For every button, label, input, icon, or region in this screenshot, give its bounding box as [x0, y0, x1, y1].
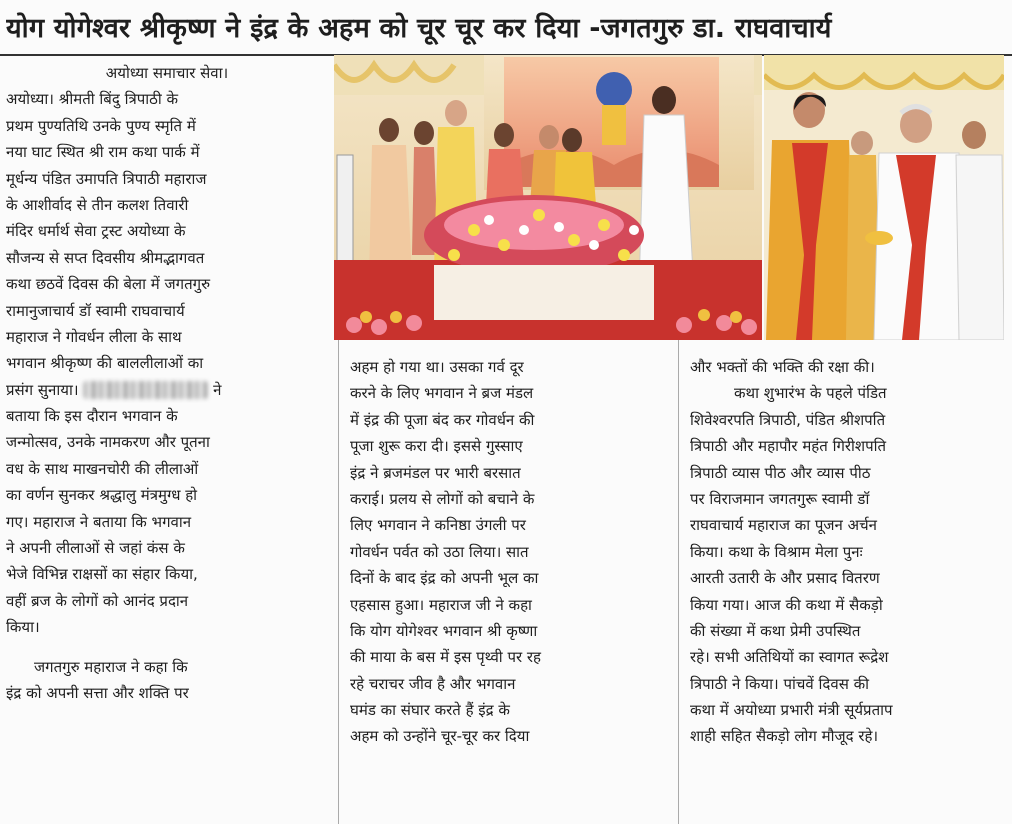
col3-line: राघवाचार्य महाराज का पूजन अर्चन: [690, 516, 877, 535]
col3-line: रहे। सभी अतिथियों का स्वागत रूद्रेश: [690, 648, 889, 667]
col3-line: किया गया। आज की कथा में सैकड़ो: [690, 595, 883, 614]
col3-line: आरती उतारी के और प्रसाद वितरण: [690, 569, 880, 588]
col1-line: ने अपनी लीलाओं से जहां कंस के: [6, 539, 185, 558]
col2-line: अहम हो गया था। उसका गर्व दूर: [350, 358, 524, 376]
col2-line: करने के लिए भगवान ने ब्रज मंडल: [350, 384, 534, 403]
col3-line: त्रिपाठी व्यास पीठ और व्यास पीठ: [690, 463, 871, 482]
col1-line: नया घाट स्थित श्री राम कथा पार्क में: [6, 143, 200, 162]
col2-line: गोवर्धन पर्वत को उठा लिया। सात: [350, 542, 529, 561]
col1-line: प्रथम पुण्यतिथि उनके पुण्य स्मृति में: [6, 116, 196, 135]
redacted-name: [83, 381, 208, 399]
col1-line: वहीं ब्रज के लोगों को आनंद प्रदान: [6, 591, 189, 610]
col1-line: किया।: [6, 618, 40, 637]
col3-line: त्रिपाठी और महापौर महंत गिरीशपति: [690, 437, 887, 456]
col1-line-text: प्रसंग सुनाया।: [6, 380, 79, 399]
col1-line: कथा छठवें दिवस की बेला में जगतगुरु: [6, 275, 211, 294]
col3-line: त्रिपाठी ने किया। पांचवें दिवस की: [690, 674, 870, 693]
col2-line: एहसास हुआ। महाराज जी ने कहा: [350, 595, 532, 614]
article-column-1: [6, 60, 328, 706]
col1-line: रामानुजाचार्य डॉ स्वामी राघवाचार्य: [6, 301, 185, 320]
col1-line: के आशीर्वाद से तीन कलश तिवारी: [6, 195, 189, 214]
col1-line: मंदिर धर्मार्थ सेवा ट्रस्ट अयोध्या के: [6, 222, 186, 241]
col2-line: पूजा शुरू करा दी। इससे गुस्साए: [350, 437, 523, 456]
col3-line: किया। कथा के विश्राम मेला पुनः: [690, 542, 863, 561]
column-divider: [678, 340, 679, 824]
col1-line: जन्मोत्सव, उनके नामकरण और पूतना: [6, 433, 210, 452]
col1-line: भगवान श्रीकृष्ण की बाललीलाओं का: [6, 354, 204, 373]
col1-line: महाराज ने गोवर्धन लीला के साथ: [6, 327, 182, 346]
col2-line: घमंड का संघार करते हैं इंद्र के: [350, 701, 510, 720]
col2-line: में इंद्र की पूजा बंद कर गोवर्धन की: [350, 410, 535, 429]
col1-line: मूर्धन्य पंडित उमापति त्रिपाठी महाराज: [6, 169, 207, 188]
col1-line: का वर्णन सुनकर श्रद्धालु मंत्रमुग्ध हो: [6, 486, 198, 505]
col2-line: रहे चराचर जीव है और भगवान: [350, 674, 516, 693]
col1-line-with-redaction: [6, 377, 328, 403]
col1-line: इंद्र को अपनी सत्ता और शक्ति पर: [6, 683, 189, 702]
dateline: अयोध्या समाचार सेवा।: [105, 64, 229, 82]
col3-line: की संख्या में कथा प्रेमी उपस्थित: [690, 621, 861, 640]
col2-line: अहम को उन्होंने चूर-चूर कर दिया: [350, 727, 530, 746]
col1-line: बताया कि इस दौरान भगवान के: [6, 407, 178, 426]
col1-line: भेजे विभिन्न राक्षसों का संहार किया,: [6, 565, 198, 584]
col2-line: इंद्र ने ब्रजमंडल पर भारी बरसात: [350, 463, 521, 482]
headline: योग योगेश्वर श्रीकृष्ण ने इंद्र के अहम को चूर चूर कर दिया -जगतगुरु डा. राघवाचार्य: [6, 13, 832, 44]
col3-line: शिवेश्वरपति त्रिपाठी, पंडित श्रीशपति: [690, 410, 886, 429]
col3-line: शाही सहित सैकड़ो लोग मौजूद रहे।: [690, 727, 879, 746]
col2-line: कि योग योगेश्वर भगवान श्री कृष्णा: [350, 621, 538, 640]
col1-line: सौजन्य से सप्त दिवसीय श्रीमद्भागवत: [6, 248, 205, 267]
felicitation-photo: [764, 55, 1004, 340]
col1-line: जगतगुरु महाराज ने कहा कि: [34, 657, 188, 676]
col3-line: कथा में अयोध्या प्रभारी मंत्री सूर्यप्रताप: [690, 701, 893, 720]
article-column-2: [350, 354, 664, 750]
article-column-3: [690, 354, 1004, 750]
col1-line: अयोध्या। श्रीमती बिंदु त्रिपाठी के: [6, 90, 179, 109]
col1-spacer: [6, 641, 328, 654]
col3-line: कथा शुभारंभ के पहले पंडित: [734, 384, 887, 403]
col1-line-text: ने: [213, 380, 222, 399]
col2-line: दिनों के बाद इंद्र को अपनी भूल का: [350, 569, 539, 588]
col2-line: लिए भगवान ने कनिष्ठा उंगली पर: [350, 516, 526, 535]
col3-line: पर विराजमान जगतगुरू स्वामी डॉ: [690, 489, 870, 508]
col1-line: वध के साथ माखनचोरी की लीलाओं: [6, 459, 199, 478]
column-divider: [338, 340, 339, 824]
col2-line: कराई। प्रलय से लोगों को बचाने के: [350, 489, 535, 508]
event-stage-photo: [334, 55, 762, 340]
col3-line: और भक्तों की भक्ति की रक्षा की।: [690, 358, 875, 376]
col1-line: गए। महाराज ने बताया कि भगवान: [6, 512, 192, 531]
col2-line: की माया के बस में इस पृथ्वी पर रह: [350, 648, 541, 667]
